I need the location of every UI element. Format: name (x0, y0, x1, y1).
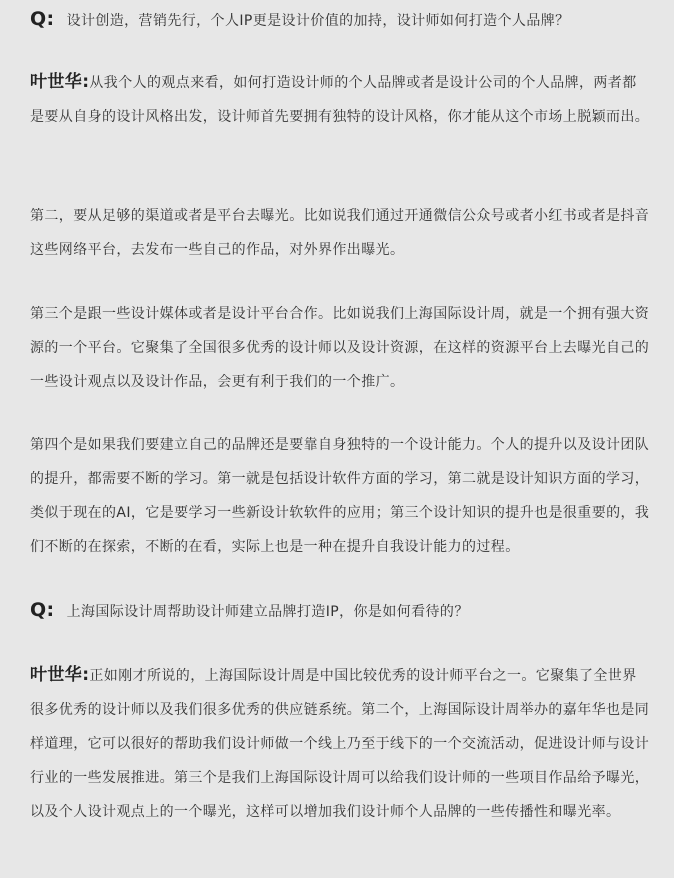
question-2 (30, 593, 650, 629)
question-label: Q: (30, 599, 55, 621)
paragraph-2 (30, 199, 650, 267)
answer-1 (30, 65, 650, 134)
answer-speaker-label: 叶世华: (30, 72, 90, 92)
answer-2-text: 正如刚才所说的，上海国际设计周是中国比较优秀的设计师平台之一。它聚集了全世界很多优秀的设计师以及我们很多优秀的供应链系统。第二个，上海国际设计周举办的嘉年华也是同样道理，它可以很好的帮助我们设计师做一个线上乃至于线下的一个交流活动，促进设计师与设计行业的一些发展推进。第三个是我们上海国际设计周可以给我们设计师的一些项目作品给予曝光，以及个人设计观点上的一个曝光，这样可以增加我们设计师个人品牌的一些传播性和曝光率。 (30, 668, 650, 820)
answer-1-text: 从我个人的观点来看，如何打造设计师的个人品牌或者是设计公司的个人品牌，两者都是要从自身的设计风格出发，设计师首先要拥有独特的设计风格，你才能从这个市场上脱颖而出。 (30, 75, 650, 125)
question-1-text: 设计创造，营销先行，个人IP更是设计价值的加持，设计师如何打造个人品牌？ (66, 13, 570, 29)
question-1 (30, 2, 650, 38)
paragraph-4-text: 第四个是如果我们要建立自己的品牌还是要靠自身独特的一个设计能力。个人的提升以及设计团队的提升，都需要不断的学习。第一就是包括设计软件方面的学习，第二就是设计知识方面的学习，类似于现在的AI，它是要学习一些新设计软软件的应用；第三个设计知识的提升也是很重要的，我们不断的在探索，不断的在看，实际上也是一种在提升自我设计能力的过程。 (30, 437, 650, 555)
answer-speaker-label: 叶世华: (30, 665, 90, 685)
paragraph-2-text: 第二，要从足够的渠道或者是平台去曝光。比如说我们通过开通微信公众号或者小红书或者是抖音这些网络平台，去发布一些自己的作品，对外界作出曝光。 (30, 208, 650, 258)
paragraph-4 (30, 428, 650, 564)
answer-2 (30, 658, 650, 829)
question-label: Q: (30, 8, 55, 30)
paragraph-3-text: 第三个是跟一些设计媒体或者是设计平台合作。比如说我们上海国际设计周，就是一个拥有强大资源的一个平台。它聚集了全国很多优秀的设计师以及设计资源，在这样的资源平台上去曝光自己的一些设计观点以及设计作品，会更有利于我们的一个推广。 (30, 306, 650, 390)
paragraph-3 (30, 297, 650, 399)
question-2-text: 上海国际设计周帮助设计师建立品牌打造IP，你是如何看待的？ (66, 604, 469, 620)
